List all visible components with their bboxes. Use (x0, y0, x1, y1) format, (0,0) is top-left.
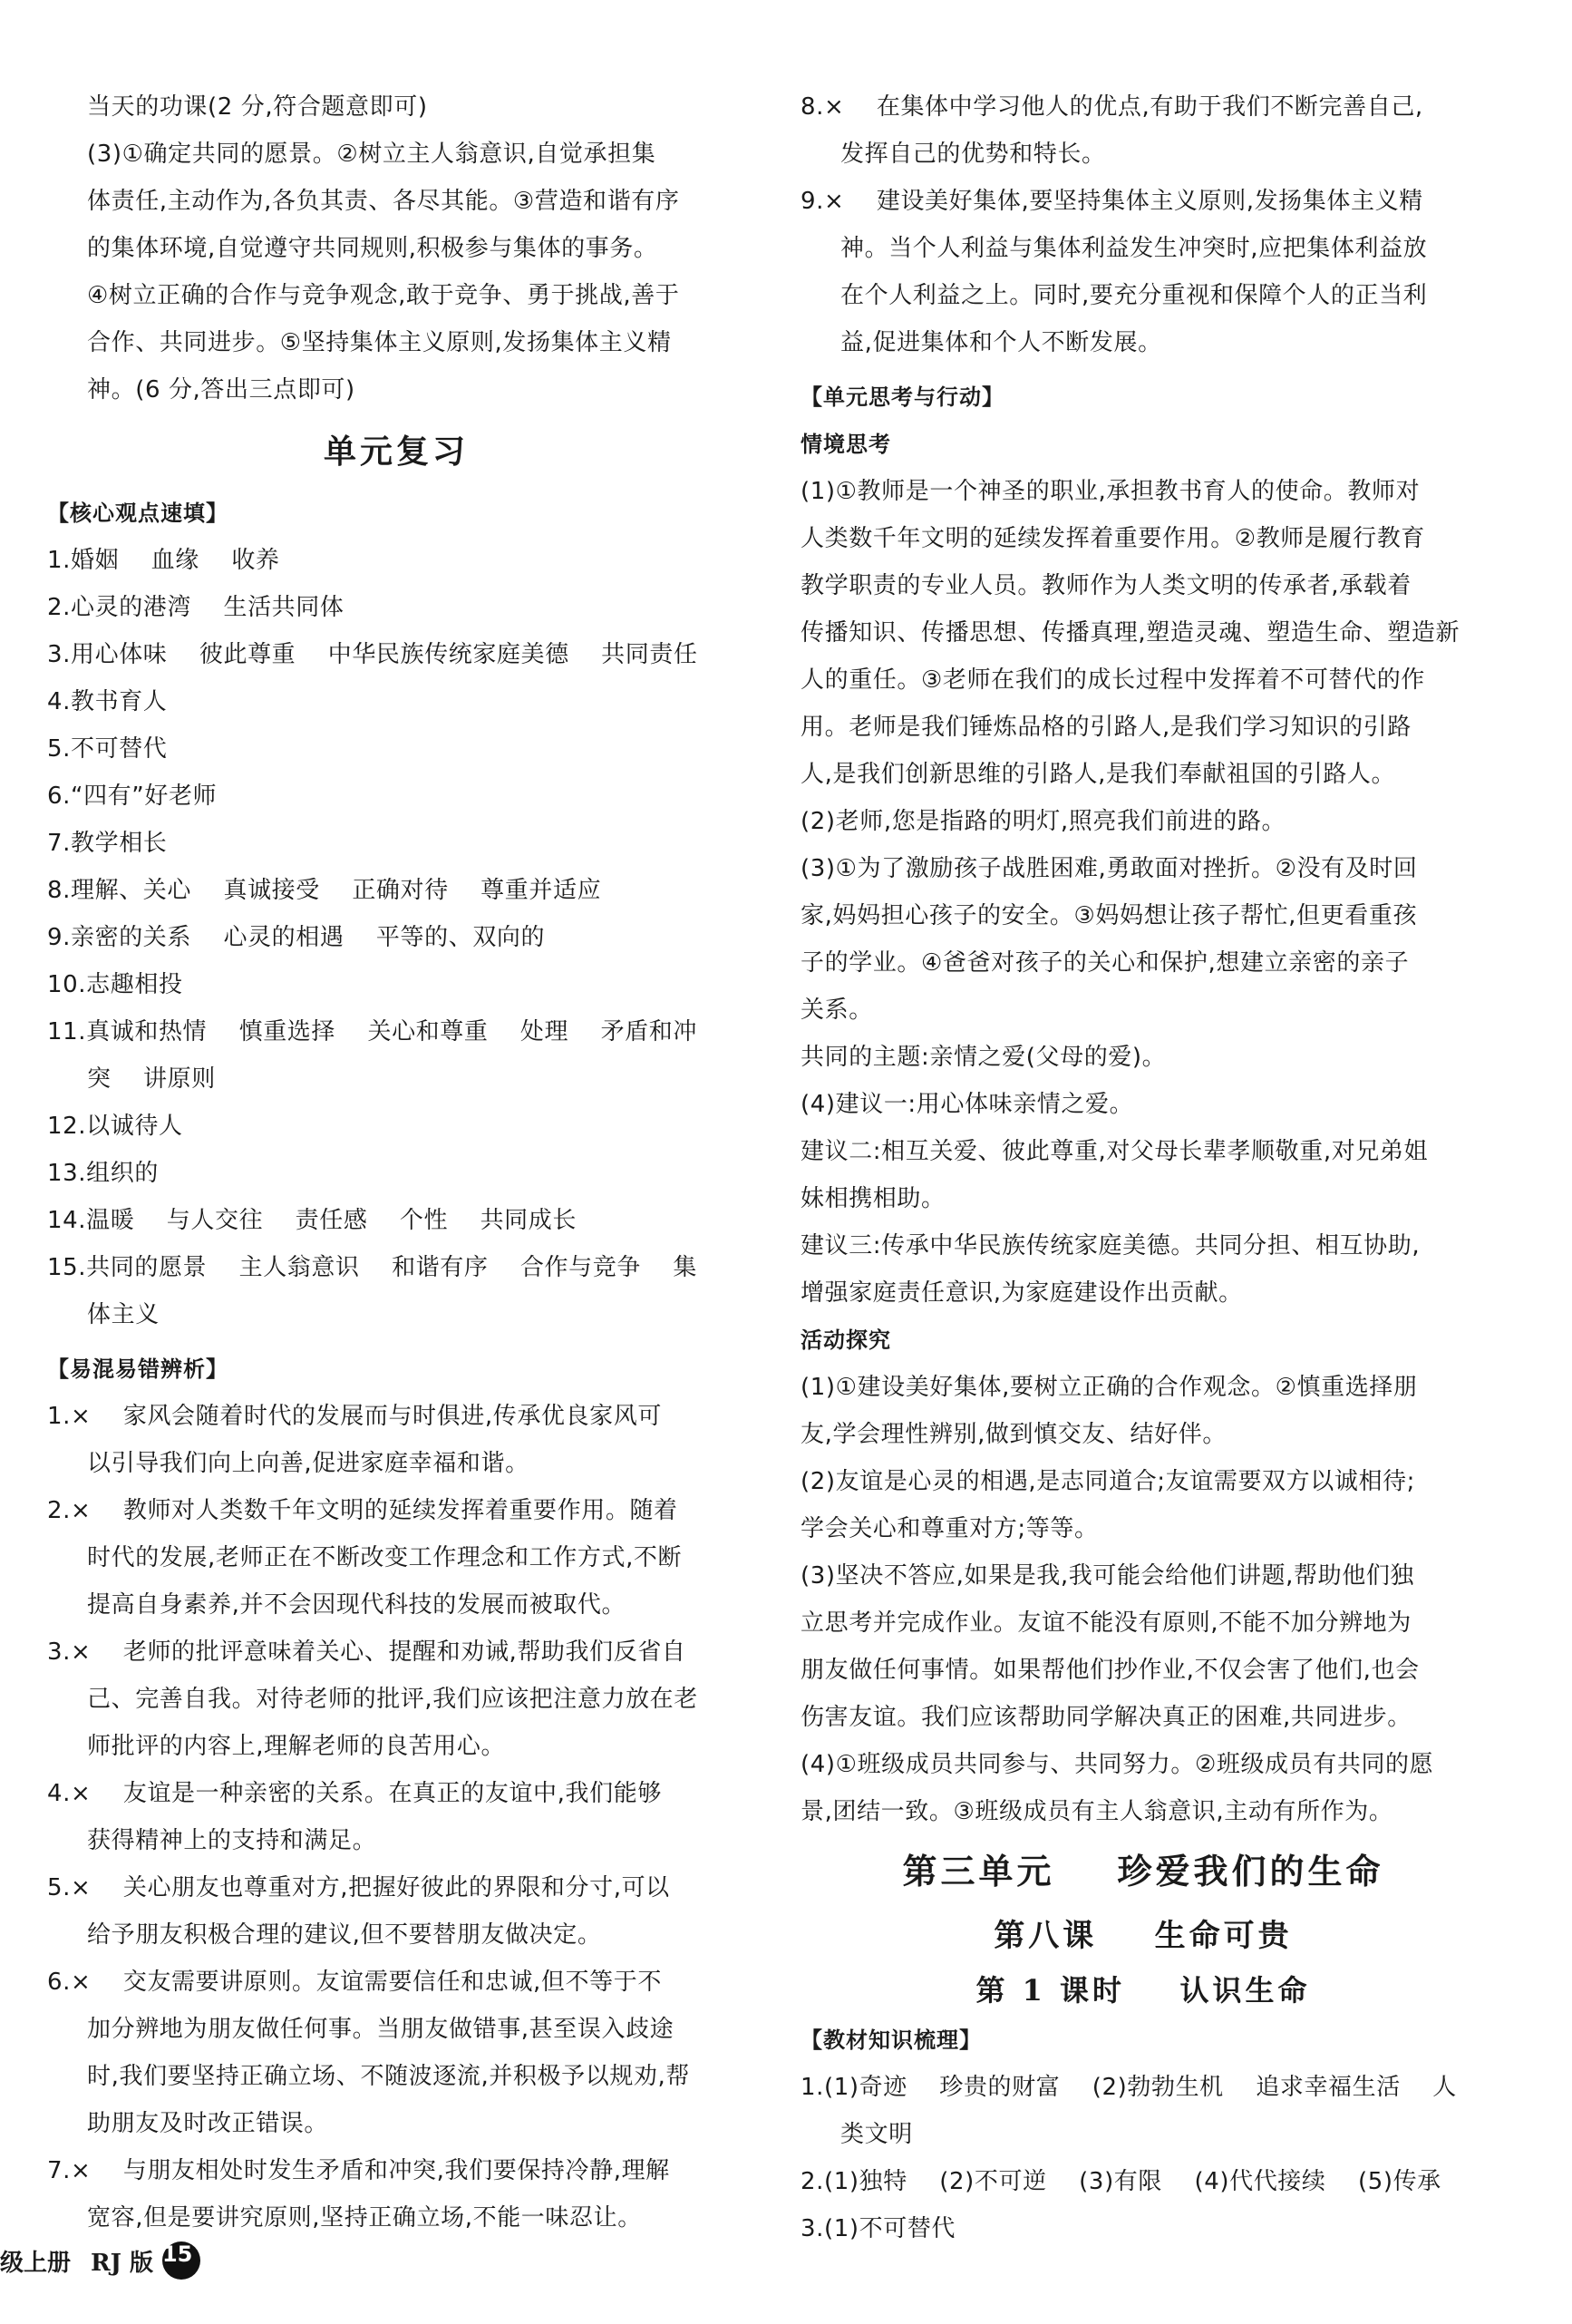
text-line: (1)①建设美好集体,要树立正确的合作观念。②慎重选择朋 (801, 1374, 1418, 1401)
text-line: 景,团结一致。③班级成员有主人翁意识,主动有所作为。 (801, 1798, 1393, 1825)
text-line: 宽容,但是要讲究原则,坚持正确立场,不能一味忍让。 (87, 2204, 642, 2232)
text-line: 朋友做任何事情。如果帮他们抄作业,不仅会害了他们,也会 (801, 1657, 1420, 1684)
text-line: 6.“四有”好老师 (47, 783, 218, 810)
text-line: 1.× 家风会随着时代的发展而与时俱进,传承优良家风可 (47, 1403, 662, 1430)
text-line: (4)建议一:用心体味亲情之爱。 (801, 1091, 1134, 1118)
text-line: 加分辨地为朋友做任何事。当朋友做错事,甚至误入歧途 (87, 2016, 674, 2043)
text-line: 家,妈妈担心孩子的安全。③妈妈想让孩子帮忙,但更看重孩 (801, 902, 1418, 929)
text-line: 师批评的内容上,理解老师的良苦用心。 (87, 1733, 506, 1760)
section-title: 第三单元 珍爱我们的生命 (902, 1851, 1384, 1891)
text-line: (1)①教师是一个神圣的职业,承担教书育人的使命。教师对 (801, 478, 1421, 505)
text-line: 4.× 友谊是一种亲密的关系。在真正的友谊中,我们能够 (47, 1780, 662, 1807)
text-line: 7.教学相长 (47, 830, 168, 857)
text-line: 体责任,主动作为,各负其责、各尽其能。③营造和谐有序 (87, 188, 680, 215)
text-line: 9.亲密的关系 心灵的相遇 平等的、双向的 (47, 924, 546, 951)
text-line: 5.× 关心朋友也尊重对方,把握好彼此的界限和分寸,可以 (47, 1874, 670, 1901)
text-line: 助朋友及时改正错误。 (87, 2110, 329, 2137)
text-line: 7.× 与朋友相处时发生矛盾和冲突,我们要保持冷静,理解 (47, 2157, 670, 2184)
text-line: 子的学业。④爸爸对孩子的关心和保护,想建立亲密的亲子 (801, 949, 1410, 977)
text-line: 时,我们要坚持正确立场、不随波逐流,并积极予以规劝,帮 (87, 2063, 690, 2090)
section-header: 情境思考 (801, 432, 891, 457)
spacer (47, 1338, 745, 1346)
text-line: 时代的发展,老师正在不断改变工作理念和工作方式,不断 (87, 1544, 683, 1571)
text-line: 3.(1)不可替代 (801, 2215, 956, 2242)
text-line: 当天的功课(2 分,符合题意即可) (87, 93, 428, 121)
page-number: 15 (162, 2241, 200, 2280)
text-line: 2.(1)独特 (2)不可逆 (3)有限 (4)代代接续 (5)传承 (801, 2168, 1441, 2195)
text-line: 3.用心体味 彼此尊重 中华民族传统家庭美德 共同责任 (47, 641, 698, 668)
text-line: 神。当个人利益与集体利益发生冲突时,应把集体利益放 (840, 235, 1428, 262)
section-header: 【核心观点速填】 (47, 501, 228, 526)
text-line: 建议三:传承中华民族传统家庭美德。共同分担、相互协助, (801, 1232, 1421, 1259)
page-footer (0, 2240, 200, 2281)
text-line: 以引导我们向上向善,促进家庭幸福和谐。 (87, 1450, 529, 1477)
text-line: 突 讲原则 (87, 1065, 216, 1093)
text-line: 妹相携相助。 (801, 1185, 946, 1212)
right-column (801, 83, 1486, 2252)
text-line: 9.× 建设美好集体,要坚持集体主义原则,发扬集体主义精 (801, 188, 1423, 215)
text-line: 获得精神上的支持和满足。 (87, 1827, 377, 1854)
text-line: 人的重任。③老师在我们的成长过程中发挥着不可替代的作 (801, 666, 1425, 694)
text-line: 学会关心和尊重对方;等等。 (801, 1515, 1099, 1542)
text-line: 体主义 (87, 1301, 160, 1328)
text-line: (2)友谊是心灵的相遇,是志同道合;友谊需要双方以诚相待; (801, 1468, 1416, 1495)
text-line: 3.× 老师的批评意味着关心、提醒和劝诫,帮助我们反省自 (47, 1638, 686, 1666)
text-line: (3)坚决不答应,如果是我,我可能会给他们讲题,帮助他们独 (801, 1562, 1415, 1590)
text-line: 发挥自己的优势和特长。 (840, 141, 1106, 168)
section-title: 第八课 生命可贵 (994, 1918, 1293, 1954)
spacer (801, 366, 1486, 374)
text-line: 15.共同的愿景 主人翁意识 和谐有序 合作与竞争 集 (47, 1254, 697, 1281)
section-header: 【教材知识梳理】 (801, 2027, 982, 2053)
text-line: (2)老师,您是指路的明灯,照亮我们前进的路。 (801, 808, 1286, 835)
text-line: 14.温暖 与人交往 责任感 个性 共同成长 (47, 1207, 577, 1234)
text-line: 给予朋友积极合理的建议,但不要替朋友做决定。 (87, 1921, 602, 1949)
text-line: 13.组织的 (47, 1160, 159, 1187)
text-line: 的集体环境,自觉遵守共同规则,积极参与集体的事务。 (87, 235, 658, 262)
text-line: (3)①为了激励孩子战胜困难,勇敢面对挫折。②没有及时回 (801, 855, 1418, 882)
footer-grade: 级上册 (0, 2249, 72, 2277)
text-line: 类文明 (840, 2121, 913, 2148)
text-line: 提高自身素养,并不会因现代科技的发展而被取代。 (87, 1591, 626, 1619)
text-line: ④树立正确的合作与竞争观念,敢于竞争、勇于挑战,善于 (87, 282, 680, 309)
text-line: 在个人利益之上。同时,要充分重视和保障个人的正当利 (840, 282, 1428, 309)
text-line: 益,促进集体和个人不断发展。 (840, 329, 1162, 356)
text-line: 人,是我们创新思维的引路人,是我们奉献祖国的引路人。 (801, 761, 1396, 788)
text-line: 1.婚姻 血缘 收养 (47, 547, 280, 574)
text-line: 人类数千年文明的延续发挥着重要作用。②教师是履行教育 (801, 525, 1425, 552)
text-line: 1.(1)奇迹 珍贵的财富 (2)勃勃生机 追求幸福生活 人 (801, 2074, 1457, 2101)
section-title: 第 1 课时 认识生命 (975, 1973, 1311, 2008)
text-line: 教学职责的专业人员。教师作为人类文明的传承者,承载着 (801, 572, 1412, 599)
text-line: 2.心灵的港湾 生活共同体 (47, 594, 344, 621)
text-line: (4)①班级成员共同参与、共同努力。②班级成员有共同的愿 (801, 1751, 1434, 1778)
text-line: 8.× 在集体中学习他人的优点,有助于我们不断完善自己, (801, 93, 1423, 121)
text-line: 友,学会理性辨别,做到慎交友、结好伴。 (801, 1421, 1227, 1448)
text-line: 用。老师是我们锤炼品格的引路人,是我们学习知识的引路 (801, 714, 1412, 741)
text-line: 8.理解、关心 真诚接受 正确对待 尊重并适应 (47, 877, 602, 904)
section-header: 活动探究 (801, 1327, 891, 1353)
section-title: 单元复习 (323, 433, 469, 471)
text-line: 己、完善自我。对待老师的批评,我们应该把注意力放在老 (87, 1686, 698, 1713)
section-header: 【单元思考与行动】 (801, 384, 1004, 410)
text-line: 传播知识、传播思想、传播真理,塑造灵魂、塑造生命、塑造新 (801, 619, 1460, 647)
text-line: 12.以诚待人 (47, 1113, 183, 1140)
text-line: 4.教书育人 (47, 688, 168, 715)
text-line: 神。(6 分,答出三点即可) (87, 376, 355, 404)
text-line: (3)①确定共同的愿景。②树立主人翁意识,自觉承担集 (87, 141, 656, 168)
text-line: 伤害友谊。我们应该帮助同学解决真正的困难,共同进步。 (801, 1704, 1412, 1731)
text-line: 建议二:相互关爱、彼此尊重,对父母长辈孝顺敬重,对兄弟姐 (801, 1138, 1429, 1165)
text-line: 5.不可替代 (47, 735, 168, 763)
text-line: 关系。 (801, 997, 873, 1024)
text-line: 立思考并完成作业。友谊不能没有原则,不能不加分辨地为 (801, 1609, 1412, 1637)
text-line: 增强家庭责任意识,为家庭建设作出贡献。 (801, 1279, 1243, 1307)
text-line: 共同的主题:亲情之爱(父母的爱)。 (801, 1044, 1167, 1071)
section-header: 【易混易错辨析】 (47, 1356, 228, 1382)
text-line: 2.× 教师对人类数千年文明的延续发挥着重要作用。随着 (47, 1497, 678, 1524)
left-column (47, 83, 745, 2241)
text-line: 10.志趣相投 (47, 971, 183, 998)
text-line: 6.× 交友需要讲原则。友谊需要信任和忠诚,但不等于不 (47, 1969, 662, 1996)
text-line: 合作、共同进步。⑤坚持集体主义原则,发扬集体主义精 (87, 329, 672, 356)
footer-edition: RJ 版 (91, 2249, 153, 2277)
text-line: 11.真诚和热情 慎重选择 关心和尊重 处理 矛盾和冲 (47, 1018, 697, 1045)
